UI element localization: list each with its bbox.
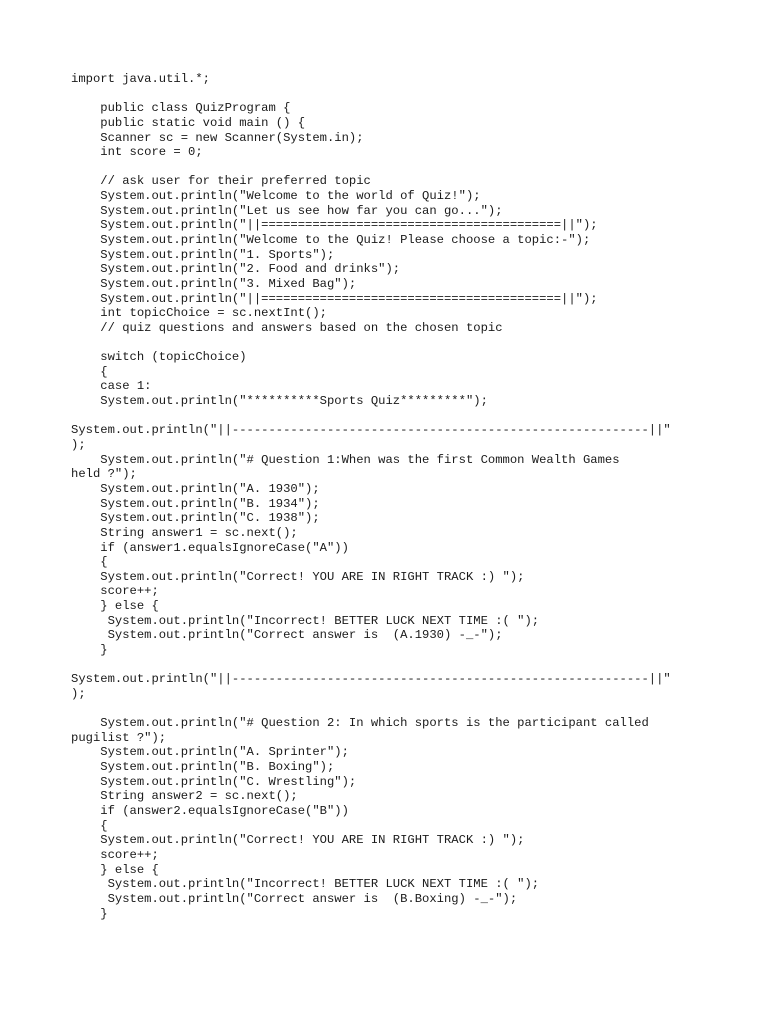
code-line: int score = 0;: [71, 145, 203, 160]
code-line: // quiz questions and answers based on the chosen topic: [71, 320, 503, 335]
code-line: System.out.println("||---------------------------------------------------------||": [71, 423, 671, 438]
code-line: System.out.println("B. Boxing");: [71, 760, 335, 775]
code-line: );: [71, 438, 86, 453]
code-line: System.out.println("Incorrect! BETTER LUCK NEXT TIME :( ");: [71, 877, 540, 892]
code-line: System.out.println("**********Sports Quiz*********");: [71, 394, 488, 409]
code-line: System.out.println("2. Food and drinks");: [71, 262, 401, 277]
code-line: Scanner sc = new Scanner(System.in);: [71, 130, 364, 145]
code-line: held ?");: [71, 467, 137, 482]
code-line: score++;: [71, 847, 159, 862]
code-line: [71, 336, 711, 351]
code-line: System.out.println("A. Sprinter");: [71, 745, 349, 760]
code-line: [71, 409, 711, 424]
code-line: {: [71, 818, 108, 833]
code-line: System.out.println("||---------------------------------------------------------||": [71, 672, 671, 687]
code-line: case 1:: [71, 379, 152, 394]
code-line: switch (topicChoice): [71, 350, 247, 365]
code-line: System.out.println("Welcome to the world of Quiz!");: [71, 189, 481, 204]
code-line: System.out.println("B. 1934");: [71, 496, 320, 511]
code-line: score++;: [71, 584, 159, 599]
code-line: System.out.println("Correct answer is (B.Boxing) -_-");: [71, 891, 518, 906]
code-line: System.out.println("C. Wrestling");: [71, 774, 357, 789]
code-line: public static void main () {: [71, 115, 306, 130]
code-line: String answer1 = sc.next();: [71, 525, 298, 540]
code-line: int topicChoice = sc.nextInt();: [71, 306, 327, 321]
code-line: if (answer2.equalsIgnoreCase("B")): [71, 804, 349, 819]
code-line: System.out.println("1. Sports");: [71, 247, 335, 262]
code-line: public class QuizProgram {: [71, 101, 291, 116]
code-line: [71, 160, 711, 175]
code-line: System.out.println("Correct! YOU ARE IN RIGHT TRACK :) ");: [71, 833, 525, 848]
code-line: }: [71, 642, 108, 657]
code-line: {: [71, 555, 108, 570]
code-block: [71, 72, 711, 921]
code-line: [71, 658, 711, 673]
code-line: [71, 87, 711, 102]
code-line: System.out.println("||=========================================||");: [71, 218, 598, 233]
code-line: System.out.println("Incorrect! BETTER LUCK NEXT TIME :( ");: [71, 613, 540, 628]
code-line: System.out.println("3. Mixed Bag");: [71, 276, 357, 291]
code-line: System.out.println("C. 1938");: [71, 511, 320, 526]
code-line: } else {: [71, 599, 159, 614]
code-line: import java.util.*;: [71, 72, 210, 86]
code-line: } else {: [71, 862, 159, 877]
code-line: [71, 702, 711, 717]
code-line: System.out.println("Correct answer is (A.1930) -_-");: [71, 628, 503, 643]
code-line: String answer2 = sc.next();: [71, 789, 298, 804]
code-line: {: [71, 364, 108, 379]
code-line: System.out.println("||=========================================||");: [71, 291, 598, 306]
code-line: if (answer1.equalsIgnoreCase("A")): [71, 540, 349, 555]
code-line: System.out.println("Let us see how far you can go...");: [71, 203, 503, 218]
code-line: System.out.println("# Question 1:When was the first Common Wealth Games: [71, 452, 620, 467]
code-line: System.out.println("Correct! YOU ARE IN RIGHT TRACK :) ");: [71, 569, 525, 584]
code-line: System.out.println("Welcome to the Quiz! Please choose a topic:-");: [71, 233, 591, 248]
code-line: // ask user for their preferred topic: [71, 174, 371, 189]
code-line: pugilist ?");: [71, 730, 167, 745]
code-line: System.out.println("A. 1930");: [71, 481, 320, 496]
code-line: }: [71, 906, 108, 921]
code-line: System.out.println("# Question 2: In which sports is the participant called: [71, 716, 649, 731]
code-line: );: [71, 686, 86, 701]
